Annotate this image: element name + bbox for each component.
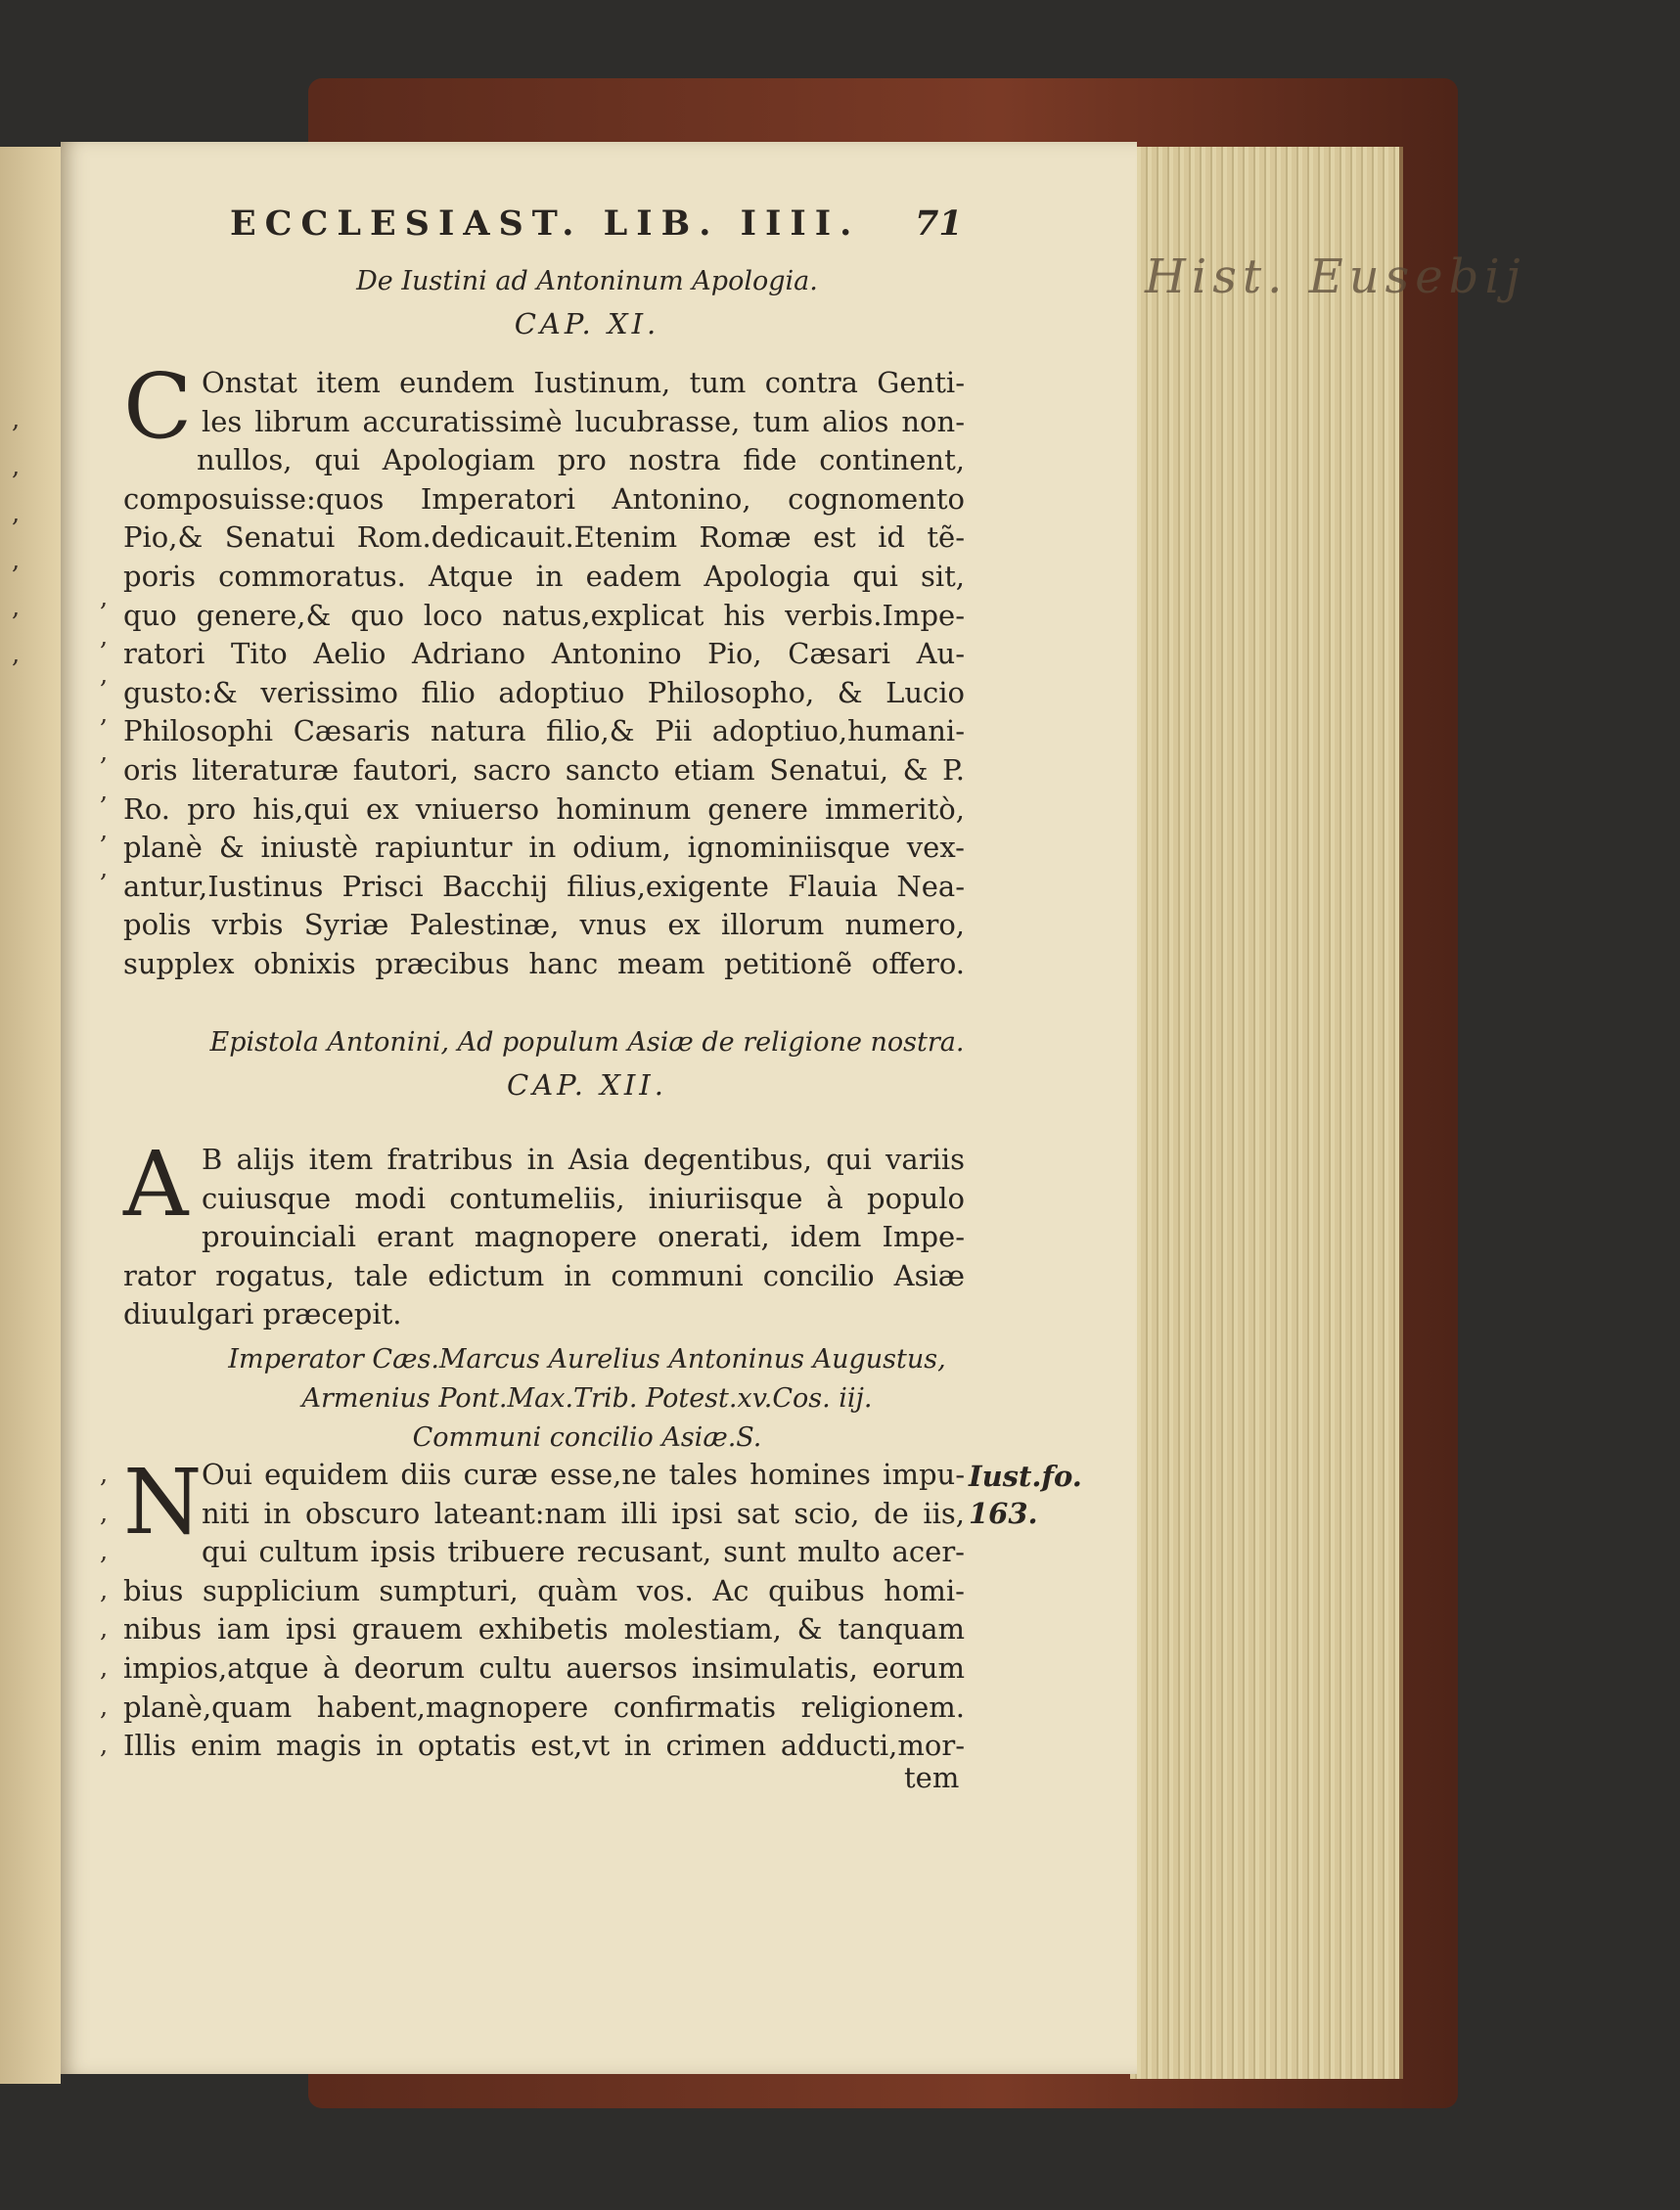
text-line: Philosophi Cæsaris natura filio,& Pii adoptiuo,humani- bbox=[123, 714, 965, 748]
edict-dropcap: N bbox=[123, 1450, 203, 1555]
edict-heading-1: Imperator Cæs.Marcus Aurelius Antoninus Augustus, bbox=[228, 1344, 946, 1375]
text-line: Illis enim magis in optatis est,vt in crimen adducti,mor- bbox=[123, 1729, 965, 1763]
text-line: planè,quam habent,magnopere confirmatis religionem. bbox=[123, 1690, 965, 1724]
text-line: nibus iam ipsi grauem exhibetis molestiam, & tanquam bbox=[123, 1612, 965, 1646]
text-line: composuisse:quos Imperatori Antonino, cognomento bbox=[123, 481, 965, 516]
margin-note bbox=[969, 1458, 1082, 1532]
text-line: oris literaturæ fautori, sacro sancto etiam Senatui, & P. bbox=[123, 752, 965, 787]
text-line: nullos, qui Apologiam pro nostra fide continent, bbox=[197, 443, 965, 477]
edict-heading-2: Armenius Pont.Max.Trib. Potest.xv.Cos. iij. bbox=[301, 1383, 873, 1414]
text-line: antur,Iustinus Prisci Bacchij filius,exigente Flauia Nea- bbox=[123, 869, 965, 903]
chapter-11-cap: CAP. XI. bbox=[514, 307, 660, 340]
text-line: B alijs item fratribus in Asia degentibus, qui variis bbox=[202, 1143, 965, 1176]
margin-note-line: Iust.fo. bbox=[969, 1460, 1082, 1493]
text-line: impios,atque à deorum cultu auersos insimulatis, eorum bbox=[123, 1650, 965, 1685]
text-line: gusto:& verissimo filio adoptiuo Philosopho, & Lucio bbox=[123, 675, 965, 709]
page-number: 71 bbox=[915, 203, 963, 244]
edge-inscription: Hist. Eusebij bbox=[1145, 249, 1526, 304]
text-line: qui cultum ipsis tribuere recusant, sunt multo acer- bbox=[202, 1535, 965, 1569]
text-line: planè & iniustè rapiuntur in odium, ignominiisque vex- bbox=[123, 831, 965, 865]
text-line: rator rogatus, tale edictum in communi concilio Asiæ bbox=[123, 1258, 965, 1292]
chapter-12-body bbox=[123, 1132, 965, 1334]
chapter-12-title: Epistola Antonini, Ad populum Asiæ de religione nostra. bbox=[209, 1027, 965, 1058]
left-page-edge bbox=[0, 147, 61, 2084]
text-line: les librum accuratissimè lucubrasse, tum alios non- bbox=[202, 404, 965, 438]
chapter-11-body bbox=[123, 354, 965, 984]
left-page-quote-marks: , , , , , , bbox=[12, 405, 21, 669]
edict-heading-3: Communi concilio Asiæ.S. bbox=[412, 1422, 762, 1453]
text-line: niti in obscuro lateant:nam illi ipsi sat scio, de iis, bbox=[202, 1496, 965, 1530]
text-line: diuulgari præcepit. bbox=[123, 1297, 402, 1331]
running-head: ECCLESIAST. LIB. IIII. bbox=[230, 203, 861, 244]
text-line: Pio,& Senatui Rom.dedicauit.Etenim Romæ est id tẽ- bbox=[123, 520, 965, 555]
margin-note-line: 163. bbox=[969, 1497, 1038, 1530]
text-line: quo genere,& quo loco natus,explicat his verbis.Impe- bbox=[123, 598, 965, 632]
chapter-11-title: De Iustini ad Antoninum Apologia. bbox=[356, 266, 818, 296]
text-line: supplex obnixis præcibus hanc meam petitionẽ offero. bbox=[123, 946, 965, 980]
text-line: poris commoratus. Atque in eadem Apologia qui sit, bbox=[123, 559, 965, 593]
text-line: prouinciali erant magnopere onerati, idem Impe- bbox=[202, 1220, 965, 1254]
text-line: Oui equidem diis curæ esse,ne tales homines impu- bbox=[202, 1458, 965, 1491]
chapter-12-cap: CAP. XII. bbox=[507, 1068, 667, 1102]
chapter-11-dropcap: C bbox=[123, 354, 193, 459]
text-line: ratori Tito Aelio Adriano Antonino Pio, Cæsari Au- bbox=[123, 637, 965, 671]
text-line: cuiusque modi contumeliis, iniuriisque à populo bbox=[202, 1181, 965, 1215]
catchword: tem bbox=[904, 1761, 960, 1794]
edict-body bbox=[123, 1450, 965, 1766]
page-edges bbox=[1130, 147, 1403, 2079]
text-line: bius supplicium sumpturi, quàm vos. Ac quibus homi- bbox=[123, 1573, 965, 1607]
quote-marks-ch11: , , , , , , , , bbox=[100, 583, 109, 884]
quote-marks-edict: , , , , , , , , bbox=[100, 1460, 109, 1761]
chapter-12-dropcap: A bbox=[123, 1132, 189, 1237]
text-line: polis vrbis Syriæ Palestinæ, vnus ex illorum numero, bbox=[123, 908, 965, 942]
text-line: Ro. pro his,qui ex vniuerso hominum genere immeritò, bbox=[123, 791, 965, 826]
text-line: Onstat item eundem Iustinum, tum contra Genti- bbox=[202, 366, 965, 399]
